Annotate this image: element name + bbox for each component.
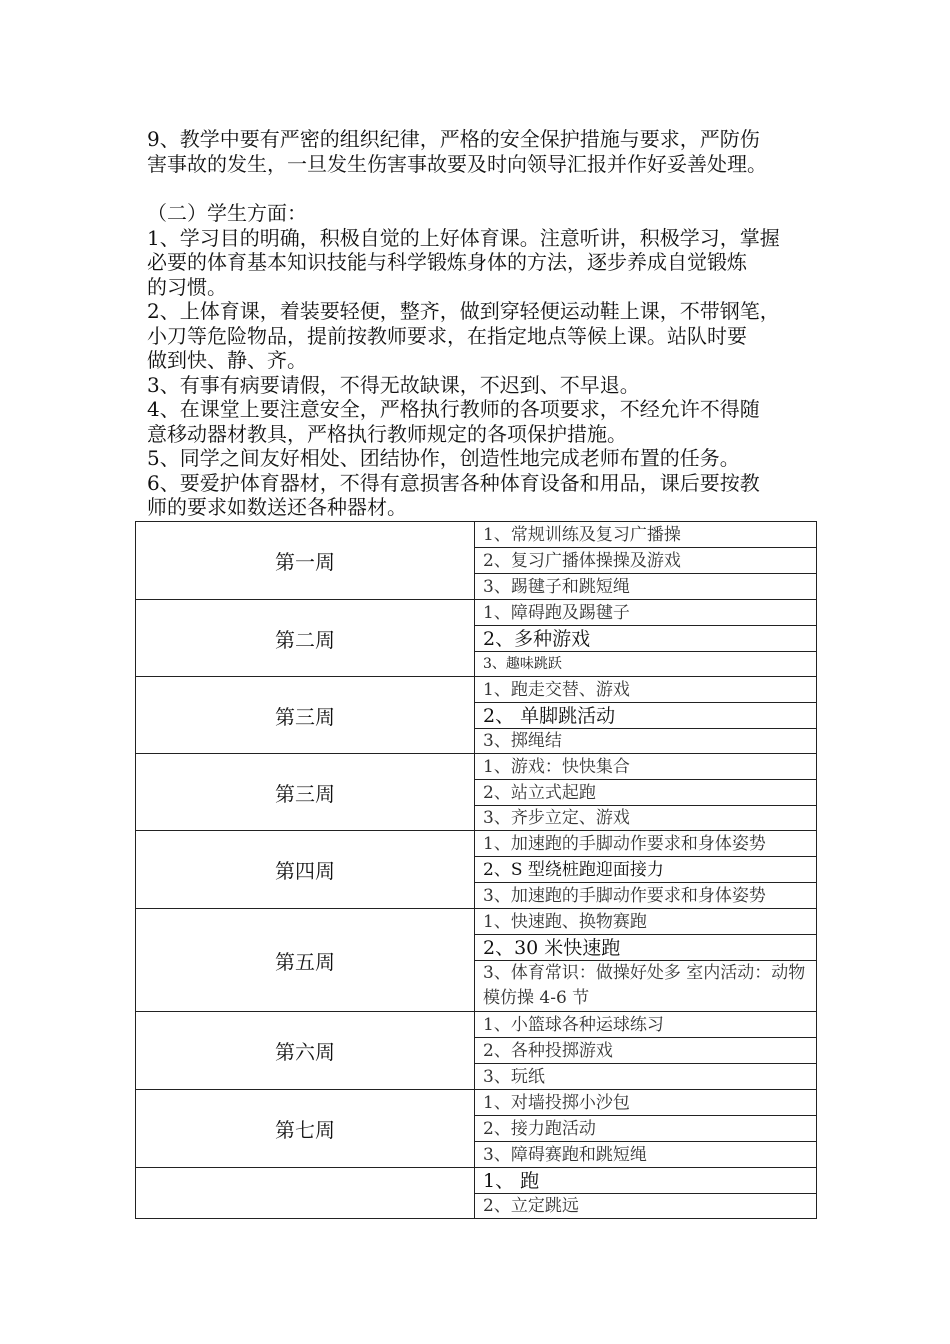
table-row <box>136 1012 817 1038</box>
week-label: 第一周 <box>136 522 475 600</box>
week-label: 第四周 <box>136 831 475 909</box>
activity-item: 3、齐步立定、游戏 <box>475 806 817 831</box>
text-line: 1、学习目的明确，积极自觉的上好体育课。注意听讲，积极学习，掌握 <box>147 225 780 250</box>
week-label <box>136 1168 475 1219</box>
week-label: 第二周 <box>136 600 475 677</box>
table-row <box>136 522 817 548</box>
table-row <box>136 754 817 780</box>
text-line: 5、同学之间友好相处、团结协作，创造性地完成老师布置的任务。 <box>147 446 740 470</box>
text-line: 的习惯。 <box>147 274 227 299</box>
activity-item: 1、快速跑、换物赛跑 <box>475 909 817 935</box>
table-row <box>136 600 817 626</box>
activity-item: 3、加速跑的手脚动作要求和身体姿势 <box>475 883 817 909</box>
week-label: 第六周 <box>136 1012 475 1090</box>
activity-item: 2、 单脚跳活动 <box>475 703 817 729</box>
weekly-schedule-table <box>135 521 817 1219</box>
week-label: 第五周 <box>136 909 475 1012</box>
table-row <box>136 1168 817 1194</box>
activity-item: 3、趣味跳跃 <box>475 652 817 677</box>
activity-item: 1、加速跑的手脚动作要求和身体姿势 <box>475 831 817 857</box>
text-line: 害事故的发生，一旦发生伤害事故要及时向领导汇报并作好妥善处理。 <box>147 151 767 176</box>
activity-item: 3、玩纸 <box>475 1064 817 1090</box>
table-row <box>136 831 817 857</box>
activity-item: 3、掷绳结 <box>475 729 817 754</box>
text-line: 6、要爱护体育器材，不得有意损害各种体育设备和用品，课后要按教 <box>147 470 760 495</box>
text-line: 师的要求如数送还各种器材。 <box>147 495 407 519</box>
activity-item: 1、障碍跑及踢毽子 <box>475 600 817 626</box>
table-row <box>136 909 817 935</box>
table-row <box>136 1090 817 1116</box>
student-section <box>147 201 827 520</box>
text-line: 9、教学中要有严密的组织纪律，严格的安全保护措施与要求，严防伤 <box>147 127 760 151</box>
text-line: 意移动器材教具，严格执行教师规定的各项保护措施。 <box>147 421 627 446</box>
activity-item: 2、各种投掷游戏 <box>475 1038 817 1064</box>
text-line: 2、上体育课，着装要轻便，整齐，做到穿轻便运动鞋上课，不带钢笔， <box>147 299 780 323</box>
text-line: 4、在课堂上要注意安全，严格执行教师的各项要求，不经允许不得随 <box>147 397 760 421</box>
activity-item: 1、游戏：快快集合 <box>475 754 817 780</box>
week-label: 第七周 <box>136 1090 475 1168</box>
activity-item: 1、小篮球各种运球练习 <box>475 1012 817 1038</box>
activity-item: 1、对墙投掷小沙包 <box>475 1090 817 1116</box>
activity-item: 2、复习广播体操操及游戏 <box>475 548 817 574</box>
section-heading: （二）学生方面： <box>147 201 307 225</box>
activity-item: 1、 跑 <box>475 1168 817 1194</box>
activity-item: 2、立定跳远 <box>475 1194 817 1219</box>
activity-item: 2、多种游戏 <box>475 626 817 652</box>
text-line: 做到快、静、齐。 <box>147 348 307 372</box>
table-row <box>136 677 817 703</box>
activity-item: 1、跑走交替、游戏 <box>475 677 817 703</box>
text-line: 必要的体育基本知识技能与科学锻炼身体的方法，逐步养成自觉锻炼 <box>147 250 747 274</box>
week-label: 第三周 <box>136 677 475 754</box>
activity-item: 1、常规训练及复习广播操 <box>475 522 817 548</box>
text-line: 3、有事有病要请假，不得无故缺课，不迟到、不早退。 <box>147 372 640 397</box>
text-line: 小刀等危险物品，提前按教师要求，在指定地点等候上课。站队时要 <box>147 323 747 348</box>
teacher-point-9 <box>147 127 827 176</box>
activity-item: 2、30 米快速跑 <box>475 935 817 961</box>
week-label: 第三周 <box>136 754 475 831</box>
activity-item: 3、体育常识：做操好处多 室内活动：动物模仿操 4-6 节 <box>475 961 817 1012</box>
activity-item: 3、踢毽子和跳短绳 <box>475 574 817 600</box>
activity-item: 2、接力跑活动 <box>475 1116 817 1142</box>
activity-item: 2、站立式起跑 <box>475 780 817 806</box>
activity-item: 3、障碍赛跑和跳短绳 <box>475 1142 817 1168</box>
activity-item: 2、S 型绕桩跑迎面接力 <box>475 857 817 883</box>
